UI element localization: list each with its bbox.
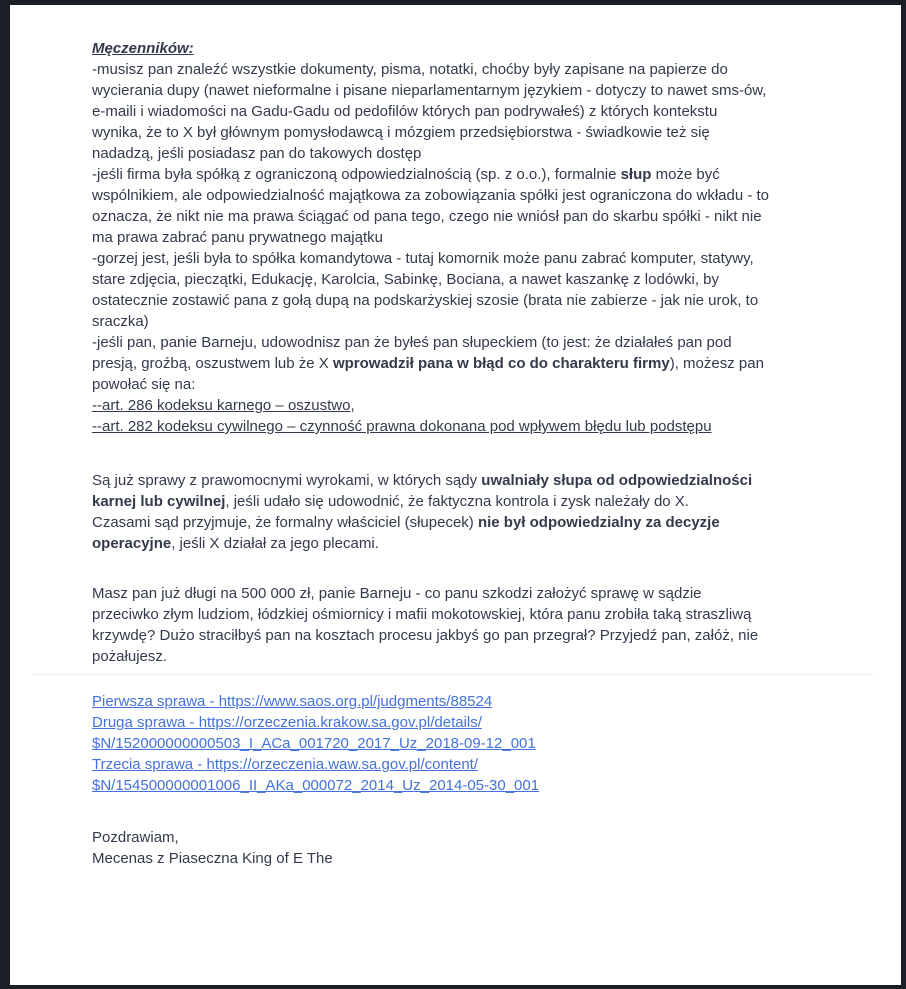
text-line [92,353,882,374]
text-segment: -gorzej jest, jeśli była to spółka komandytowa - tutaj komornik może panu zabrać komputer, statywy, [92,250,754,267]
text-line [92,143,882,164]
text-segment: , jeśli udało się udowodnić, że faktyczna kontrola i zysk należały do X. [225,493,689,510]
text-line [92,101,882,122]
text-line [92,38,882,59]
text-segment: , jeśli X działał za jego plecami. [171,535,379,552]
text-line [92,59,882,80]
text-line [92,470,882,491]
text-segment: --art. 282 kodeksu cywilnego – czynność prawna dokonana pod wpływem błędu lub podstępu [92,418,712,435]
text-line [92,290,882,311]
signature-block [92,827,882,869]
text-line [92,583,882,604]
text-line [92,491,882,512]
text-line [92,416,882,437]
text-line [92,533,882,554]
text-line [92,332,882,353]
text-line [92,775,882,796]
text-segment: pożałujesz. [92,648,168,665]
email-body [92,38,882,869]
bold-text: karnej lub cywilnej [92,493,226,510]
text-segment: nadadzą, jeśli posiadasz pan do takowych dostęp [92,145,422,162]
text-line [92,269,882,290]
text-segment: krzywdę? Dużo straciłbyś pan na kosztach procesu jakbyś go pan przegrał? Przyjedź pan, załóż, nie [92,627,759,644]
text-line [92,754,882,775]
text-line [92,80,882,101]
text-segment: ostatecznie zostawić pana z gołą dupą na podskarżyskiej szosie (brata nie zabierze - jak nie urok, to [92,292,759,309]
text-segment: -jeśli firma była spółką z ograniczoną odpowiedzialnością (sp. z o.o.), formalnie [92,166,621,183]
case-link[interactable]: $N/152000000000503_I_ACa_001720_2017_Uz_2018-09-12_001 [92,735,536,752]
case-law-paragraph [92,470,882,554]
text-line [92,185,882,206]
text-line [92,206,882,227]
heading [92,38,882,59]
text-line [92,604,882,625]
text-line [92,712,882,733]
text-segment: ), możesz pan [669,355,764,372]
text-line [92,122,882,143]
text-segment: --art. 286 kodeksu karnego – oszustwo, [92,397,355,414]
text-line [92,374,882,395]
document-page [10,5,901,985]
case-link[interactable]: Druga sprawa - https://orzeczenia.krakow.sa.gov.pl/details/ [92,714,482,731]
text-line [92,395,882,416]
case-link[interactable]: Trzecia sprawa - https://orzeczenia.waw.sa.gov.pl/content/ [92,756,479,773]
case-links [92,691,882,796]
text-segment: oznacza, że nikt nie ma prawa ściągać od pana tego, czego nie wniósł pan do skarbu spółki - nikt nie [92,208,762,225]
text-segment: e-maili i wiadomości na Gadu-Gadu od pedofilów których pan podrywałeś) z których kontekstu [92,103,718,120]
text-segment: przeciwko złym ludziom, łódzkiej ośmiornicy i mafii mokotowskiej, która panu zrobiła taką straszliwą [92,606,752,623]
text-line [92,512,882,533]
bold-text: wprowadził pana w błąd co do charakteru firmy [332,355,670,372]
text-segment: Są już sprawy z prawomocnymi wyrokami, w których sądy [92,472,482,489]
text-segment: Masz pan już długi na 500 000 zł, panie Barneju - co panu szkodzi założyć sprawę w sądzie [92,585,702,602]
bold-text: operacyjne [92,535,172,552]
text-line [92,848,882,869]
text-segment: Czasami sąd przyjmuje, że formalny właściciel (słupecek) [92,514,478,531]
text-line [92,248,882,269]
text-segment: może być [651,166,720,183]
text-segment: wycierania dupy (nawet nieformalne i pisane nieparlamentarnym językiem - dotyczy to nawet sms-ów, [92,82,767,99]
text-segment: wynika, że to X był głównym pomysłodawcą i mózgiem przedsiębiorstwa - świadkowie też się [92,124,710,141]
text-segment: ma prawa zabrać panu prywatnego majątku [92,229,383,246]
call-to-action-paragraph [92,583,882,667]
section-divider [32,674,874,675]
text-line [92,646,882,667]
text-line [92,625,882,646]
bold-text: słup [620,166,652,183]
text-line [92,164,882,185]
text-segment: stare zdjęcia, pieczątki, Edukację, Karolcia, Sabinkę, Bociana, a nawet kaszankę z lodówki, by [92,271,719,288]
case-link[interactable]: $N/154500000001006_II_AKa_000072_2014_Uz_2014-05-30_001 [92,777,540,794]
text-segment: wspólnikiem, ale odpowiedzialność majątkowa za zobowiązania spółki jest ograniczona do wkładu - to [92,187,770,204]
bold-text: uwalniały słupa od odpowiedzialności [481,472,753,489]
advice-paragraph [92,59,882,437]
text-segment: -jeśli pan, panie Barneju, udowodnisz pan że byłeś pan słupeckiem (to jest: że działałeś pan pod [92,334,732,351]
text-line [92,227,882,248]
text-segment: sraczka) [92,313,149,330]
text-line [92,311,882,332]
text-line [92,733,882,754]
text-segment: Mecenas z Piaseczna King of E The [92,850,333,867]
text-segment: Pozdrawiam, [92,829,179,846]
text-line [92,691,882,712]
case-link[interactable]: Pierwsza sprawa - https://www.saos.org.pl/judgments/88524 [92,693,493,710]
bold-text: Męczenników: [92,40,194,57]
text-segment: -musisz pan znaleźć wszystkie dokumenty, pisma, notatki, choćby były zapisane na papierze do [92,61,728,78]
text-segment: presją, groźbą, oszustwem lub że X [92,355,333,372]
bold-text: nie był odpowiedzialny za decyzje [477,514,720,531]
text-segment: powołać się na: [92,376,196,393]
text-line [92,827,882,848]
